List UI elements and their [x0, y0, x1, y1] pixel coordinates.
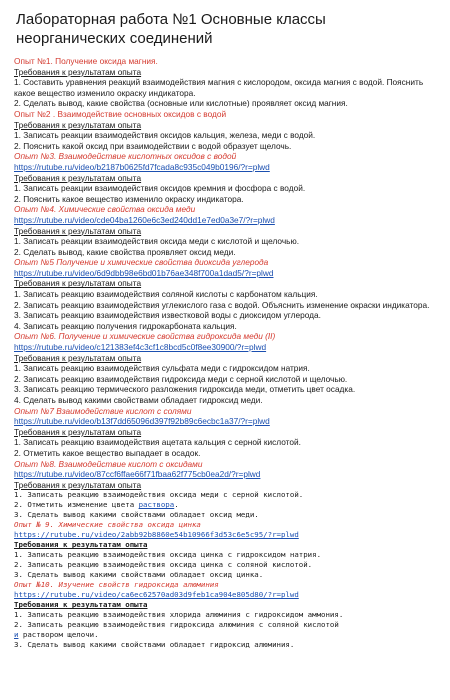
experiment-heading: Опыт №3. Взаимодействие кислотных оксидов с водой [14, 151, 237, 162]
experiment-heading: Опыт №8. Взаимодействие кислот с оксидами [14, 458, 203, 469]
requirement-item: 2. Записать реакцию взаимодействия углекислого газа с водой. Объяснить изменение окраски индикатора. [14, 299, 430, 310]
requirements-label: Требования к результатам опыта [14, 119, 142, 130]
experiment-heading: Опыт №6. Получение и химические свойства гидроксида меди (II) [14, 331, 276, 342]
highlighted-word: и [14, 630, 19, 640]
requirement-item: 2. Записать реакцию взаимодействия гидроксида алюминия с соляной кислотой [14, 620, 339, 630]
requirement-item: 3. Сделать вывод какими свойствами обладает оксид меди. [14, 510, 259, 520]
video-link[interactable]: https://rutube.ru/video/b13f7dd65096d397f92b89c6ecbc1a37/?r=plwd [14, 416, 270, 427]
experiment-block [14, 257, 436, 331]
requirements-label: Требования к результатам опыта [14, 225, 142, 236]
requirement-item: 1. Записать реакции взаимодействия оксида меди с кислотой и щелочью. [14, 236, 300, 247]
experiment-heading: Опыт №5 Получение и химические свойства диоксида углерода [14, 257, 269, 268]
requirement-item: 2. Пояснить какой оксид при взаимодействии с водой образует щелочь. [14, 140, 292, 151]
experiment-block [14, 490, 436, 520]
requirement-item: 2. Сделать вывод, какие свойства проявляет оксид меди. [14, 246, 236, 257]
experiment-block [14, 520, 436, 580]
requirement-item: 2. Пояснить какое вещество изменило окраску индикатора. [14, 193, 244, 204]
requirement-item: 2. Записать реакцию взаимодействия гидроксида меди с серной кислотой и щелочью. [14, 373, 348, 384]
video-link[interactable]: https://rutube.ru/video/2abb92b8860e54b10966f3d53c6e5c95/?r=plwd [14, 530, 299, 540]
experiment-heading: Опыт №10. Изучение свойств гидроксида алюминия [14, 580, 219, 590]
requirement-item: 1. Записать реакцию взаимодействия сульфата меди с гидроксидом натрия. [14, 363, 310, 374]
requirement-item: 1. Записать реакции взаимодействия оксидов кальция, железа, меди с водой. [14, 130, 316, 141]
requirements-label: Требования к результатам опыта [14, 278, 142, 289]
requirement-item: 1. Записать реакцию взаимодействия соляной кислоты с карбонатом кальция. [14, 289, 318, 300]
requirements-label: Требования к результатам опыта [14, 540, 148, 550]
video-link[interactable]: https://rutube.ru/video/6d9dbb98e6bd01b76ae348f700a1dad5/?r=plwd [14, 267, 274, 278]
experiment-list [14, 56, 436, 490]
video-link[interactable]: https://rutube.ru/video/cde04ba1260e6c3ed240dd1e7ed0a3e7/?r=plwd [14, 214, 275, 225]
requirement-item: 3. Сделать вывод какими свойствами обладает гидроксид алюминия. [14, 640, 295, 650]
page-title: Лабораторная работа №1 Основные классы неорганических соединений [16, 11, 326, 47]
requirements-label: Требования к результатам опыта [14, 66, 142, 77]
requirement-item: 1. Записать реакцию взаимодействия ацетата кальция с серной кислотой. [14, 437, 301, 448]
requirement-item: 2. Сделать вывод, какие свойства (основные или кислотные) проявляет оксид магния. [14, 98, 348, 109]
requirement-item: 3. Записать реакцию термического разложения гидроксида меди, отметить цвет осадка. [14, 384, 356, 395]
requirement-item: 3. Записать реакцию взаимодействия известковой воды с диоксидом углерода. [14, 310, 321, 321]
experiment-heading: Опыт №7 Взаимодействие кислот с солями [14, 405, 192, 416]
experiment-block [14, 56, 436, 109]
experiment-block [14, 151, 436, 204]
experiment-block [14, 580, 436, 650]
experiment-heading: Опыт №2 . Взаимодействие основных оксидов с водой [14, 108, 227, 119]
video-link[interactable]: https://rutube.ru/video/c121383ef4c3cf1c8bcd5c0f8ee30900/?r=plwd [14, 342, 267, 353]
requirement-item: 1. Записать реакцию взаимодействия хлорида алюминия с гидроксидом аммония. [14, 610, 344, 620]
requirement-item: 2. Записать реакцию взаимодействия оксида цинка с соляной кислотой. [14, 560, 313, 570]
highlighted-word: раствора [138, 500, 175, 510]
experiment-heading: Опыт № 9. Химические свойства оксида цинка [14, 520, 201, 530]
experiment-heading: Опыт №4. Химические свойства оксида меди [14, 204, 196, 215]
requirements-label: Требования к результатам опыта [14, 352, 142, 363]
requirements-label: Требования к результатам опыта [14, 479, 142, 490]
experiment-block [14, 459, 436, 491]
requirement-item: и раствором щелочи. [14, 630, 99, 640]
requirement-item: 4. Записать реакцию получения гидрокарбоната кальция. [14, 320, 237, 331]
video-link[interactable]: https://rutube.ru/video/b2187b0625fd7fcada8c935c049b0196/?r=plwd [14, 161, 270, 172]
experiment-block [14, 109, 436, 151]
experiment-list-continued [14, 490, 436, 650]
requirement-item: 1. Записать реакцию взаимодействия оксида цинка с гидроксидом натрия. [14, 550, 322, 560]
requirements-label: Требования к результатам опыта [14, 600, 148, 610]
requirement-item: 1. Записать реакции взаимодействия оксидов кремния и фосфора с водой. [14, 183, 306, 194]
requirement-item: 2. Отметить какое вещество выпадает в осадок. [14, 447, 201, 458]
requirements-label: Требования к результатам опыта [14, 172, 142, 183]
requirements-label: Требования к результатам опыта [14, 426, 142, 437]
requirement-item: 1. Составить уравнения реакций взаимодействия магния с кислородом, оксида магния с водой. Пояснить какое вещество изменило окраску индикатора. [14, 77, 424, 98]
video-link[interactable]: https://rutube.ru/video/ca6ec62570ad03d9feb1ca904e805d80/?r=plwd [14, 590, 299, 600]
experiment-block [14, 331, 436, 405]
video-link[interactable]: https://rutube.ru/video/87ccf6ffae66f71fbaa62f775cb0ea2d/?r=plwd [14, 469, 261, 480]
experiment-block [14, 204, 436, 257]
requirement-item: 2. Отметить изменение цвета раствора. [14, 500, 179, 510]
requirement-item: 4. Сделать вывод какими свойствами обладает гидроксид меди. [14, 395, 263, 405]
experiment-block [14, 406, 436, 459]
experiment-heading: Опыт №1. Получение оксида магния. [14, 56, 158, 66]
requirement-item: 1. Записать реакцию взаимодействия оксида меди с серной кислотой. [14, 490, 304, 500]
requirement-item: 3. Сделать вывод какими свойствами обладает оксид цинка. [14, 570, 264, 580]
